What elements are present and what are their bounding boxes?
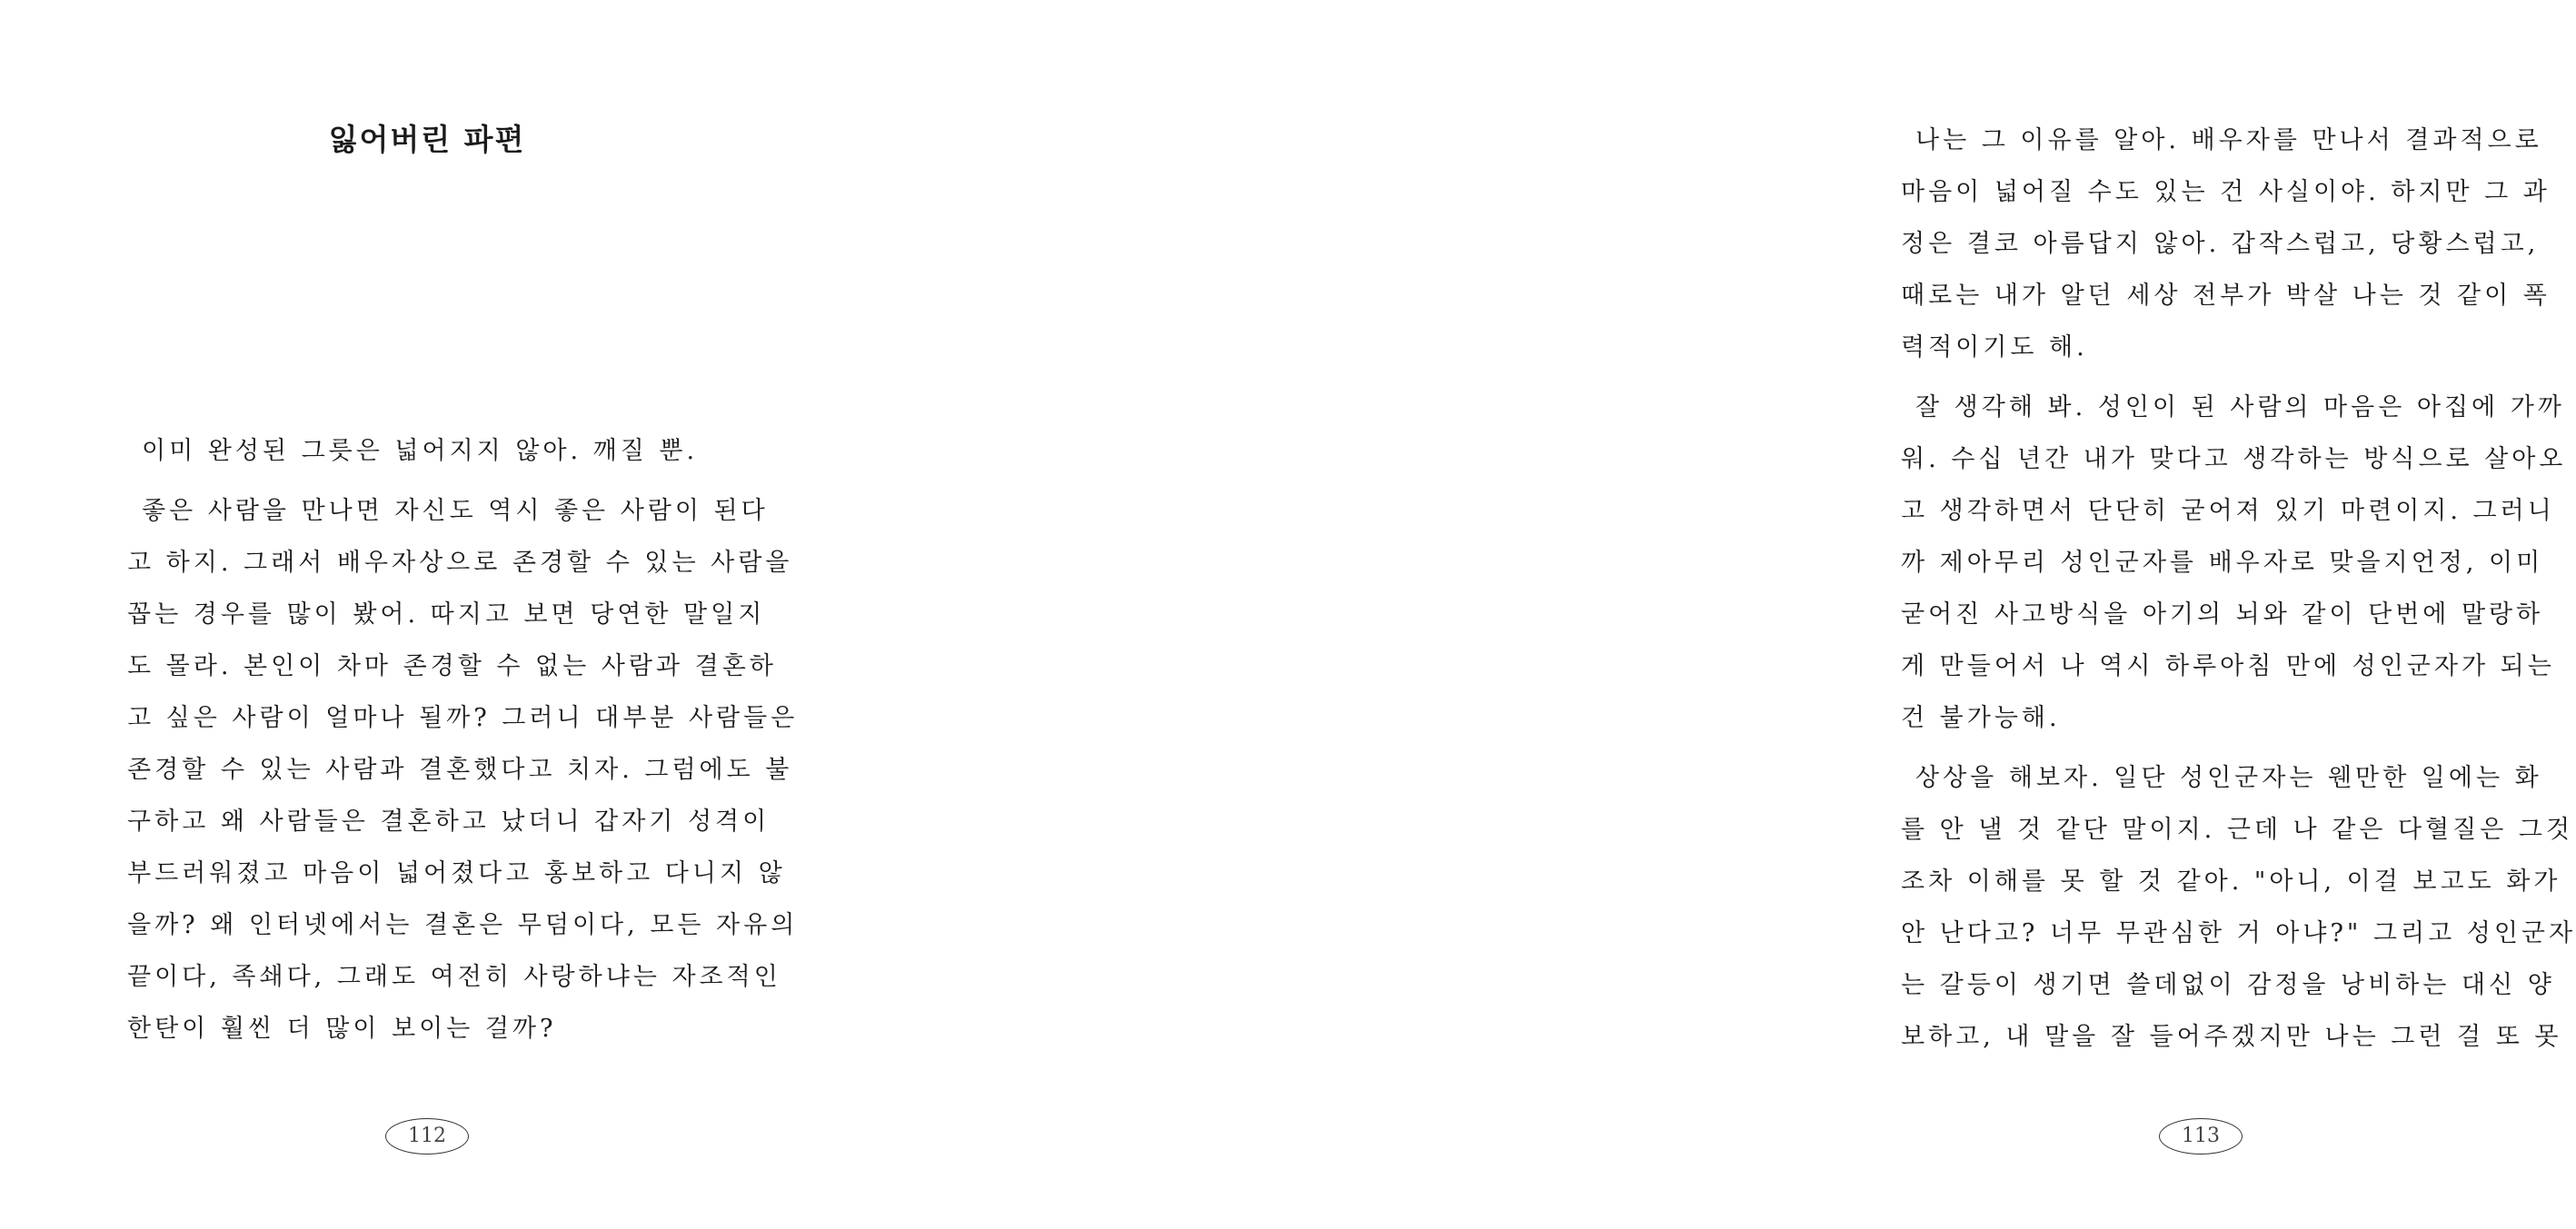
text-line: 존경할 수 있는 사람과 결혼했다고 치자. 그럼에도 불 — [127, 756, 793, 784]
text-line: 보하고, 내 말을 잘 들어주겠지만 나는 그런 걸 또 못 — [1901, 1023, 2562, 1051]
text-line: 구하고 왜 사람들은 결혼하고 났더니 갑자기 성격이 — [127, 808, 771, 836]
text-line: 때로는 내가 알던 세상 전부가 박살 나는 것 같이 폭 — [1901, 282, 2551, 310]
paragraph-gap — [127, 477, 745, 485]
page-number-right: 113 — [2159, 1118, 2243, 1155]
page-number-left: 112 — [385, 1118, 469, 1155]
text-line: 고 생각하면서 단단히 굳어져 있기 마련이지. 그러니 — [1901, 497, 2555, 525]
text-line: 을까? 왜 인터넷에서는 결혼은 무덤이다, 모든 자유의 — [127, 911, 799, 939]
text-line: 마음이 넓어질 수도 있는 건 사실이야. 하지만 그 과 — [1901, 178, 2551, 206]
text-line: 력적이기도 해. — [1901, 333, 2088, 362]
paragraph-gap — [1901, 744, 2519, 752]
text-line: 안 난다고? 너무 무관심한 거 아냐?" 그리고 성인군자 — [1901, 919, 2576, 947]
text-line: 조차 이해를 못 할 것 같아. "아니, 이걸 보고도 화가 — [1901, 867, 2561, 896]
right-page — [872, 0, 2576, 1229]
text-line: 한탄이 훨씬 더 많이 보이는 걸까? — [127, 1015, 557, 1043]
text-line: 까 제아무리 성인군자를 배우자로 맞을지언정, 이미 — [1901, 549, 2544, 577]
text-line: 부드러워졌고 마음이 넓어졌다고 홍보하고 다니지 않 — [127, 859, 786, 887]
left-page — [0, 0, 872, 1229]
text-line: 끝이다, 족쇄다, 그래도 여전히 사랑하냐는 자조적인 — [127, 963, 781, 991]
text-line: 상상을 해보자. 일단 성인군자는 웬만한 일에는 화 — [1915, 764, 2542, 792]
text-line: 꼽는 경우를 많이 봤어. 따지고 보면 당연한 말일지 — [127, 600, 766, 629]
text-line: 를 안 낼 것 같단 말이지. 근데 나 같은 다혈질은 그것 — [1901, 816, 2574, 844]
chapter-title: 잃어버린 파편 — [328, 122, 526, 157]
paragraph — [1901, 114, 2551, 373]
left-page-body — [127, 425, 799, 1055]
text-line: 고 하지. 그래서 배우자상으로 존경할 수 있는 사람을 — [127, 549, 793, 577]
text-line: 건 불가능해. — [1901, 704, 2061, 732]
text-line: 나는 그 이유를 알아. 배우자를 만나서 결과적으로 — [1915, 126, 2542, 154]
text-line: 는 갈등이 생기면 쓸데없이 감정을 낭비하는 대신 양 — [1901, 971, 2555, 999]
right-page-body — [1901, 114, 2576, 1063]
text-line: 잘 생각해 봐. 성인이 된 사람의 마음은 아집에 가까 — [1915, 393, 2565, 421]
text-line: 좋은 사람을 만나면 자신도 역시 좋은 사람이 된다 — [142, 497, 769, 525]
text-line: 정은 결코 아름답지 않아. 갑작스럽고, 당황스럽고, — [1901, 230, 2540, 258]
paragraph — [127, 425, 745, 477]
text-line: 굳어진 사고방식을 아기의 뇌와 같이 단번에 말랑하 — [1901, 600, 2544, 629]
text-line: 이미 완성된 그릇은 넓어지지 않아. 깨질 뿐. — [142, 437, 699, 465]
paragraph-gap — [1901, 373, 2519, 382]
paragraph — [1901, 744, 2576, 1063]
text-line: 고 싶은 사람이 얼마나 될까? 그러니 대부분 사람들은 — [127, 704, 799, 732]
paragraph — [1901, 373, 2567, 744]
text-line: 워. 수십 년간 내가 맞다고 생각하는 방식으로 살아오 — [1901, 445, 2567, 473]
text-line: 게 만들어서 나 역시 하루아침 만에 성인군자가 되는 — [1901, 652, 2555, 680]
text-line: 도 몰라. 본인이 차마 존경할 수 없는 사람과 결혼하 — [127, 652, 777, 680]
paragraph — [127, 477, 799, 1055]
